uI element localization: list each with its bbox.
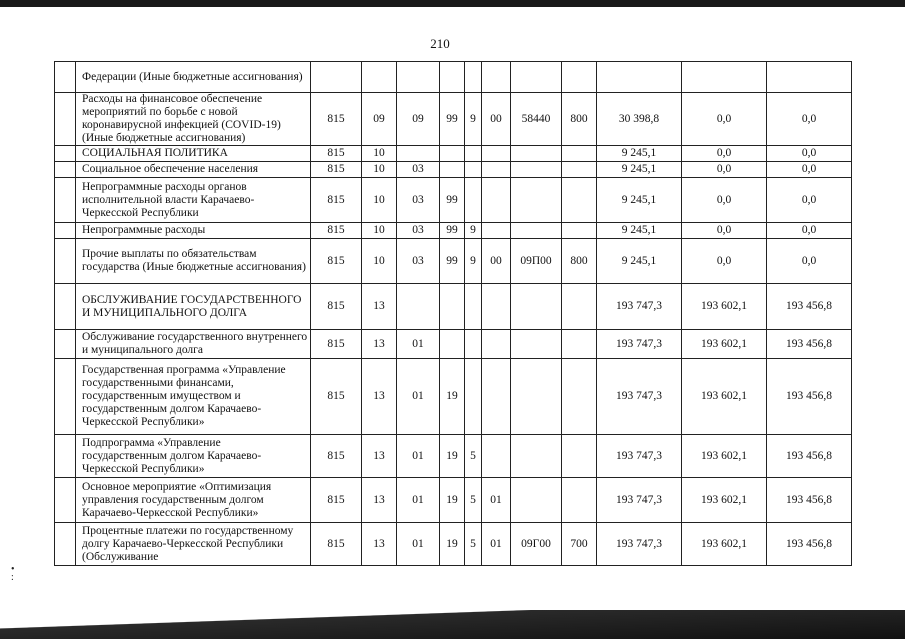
cell-name: Прочие выплаты по обязательствам государства (Иные бюджетные ассигнования) (76, 239, 311, 284)
cell-gr: 815 (311, 162, 362, 178)
cell-name: СОЦИАЛЬНАЯ ПОЛИТИКА (76, 146, 311, 162)
cell-gr: 815 (311, 359, 362, 435)
cell-s3: 193 456,8 (767, 330, 852, 359)
cell-s2: 0,0 (682, 239, 767, 284)
cell-p4: 58440 (511, 93, 562, 146)
cell-p4 (511, 478, 562, 523)
budget-table (54, 61, 852, 566)
cell-p3 (482, 62, 511, 93)
cell-gr: 815 (311, 178, 362, 223)
cell-s2: 193 602,1 (682, 523, 767, 566)
cell-vr (562, 478, 597, 523)
cell-p3 (482, 178, 511, 223)
cell-name: Государственная программа «Управление государственными финансами, государственным имуществом и государственным долгом Карачаево-Черкесской Республики» (76, 359, 311, 435)
cell-s3: 193 456,8 (767, 523, 852, 566)
cell-name: Обслуживание государственного внутреннего и муниципального долга (76, 330, 311, 359)
cell-rz: 09 (362, 93, 397, 146)
cell-pr: 03 (397, 239, 440, 284)
cell-p3: 01 (482, 523, 511, 566)
cell-rz: 13 (362, 478, 397, 523)
cell-gr: 815 (311, 523, 362, 566)
cell-rz: 10 (362, 162, 397, 178)
cell-s2: 193 602,1 (682, 478, 767, 523)
cell-pr: 01 (397, 523, 440, 566)
cell-name: Подпрограмма «Управление государственным долгом Карачаево-Черкесской Республики» (76, 435, 311, 478)
cell-p1: 19 (440, 435, 465, 478)
cell-s1: 9 245,1 (597, 223, 682, 239)
cell-p1 (440, 62, 465, 93)
cell-p2: 9 (465, 223, 482, 239)
cell-s3: 193 456,8 (767, 284, 852, 330)
cell-s2: 0,0 (682, 93, 767, 146)
cell-rz: 10 (362, 239, 397, 284)
cell-p2 (465, 359, 482, 435)
cell-s1: 9 245,1 (597, 162, 682, 178)
cell-rz: 10 (362, 178, 397, 223)
cell-name: Непрограммные расходы (76, 223, 311, 239)
cell-index (55, 330, 76, 359)
cell-gr: 815 (311, 223, 362, 239)
cell-s3: 193 456,8 (767, 435, 852, 478)
table-row (55, 330, 852, 359)
table-row (55, 478, 852, 523)
scan-bottom-edge (0, 610, 905, 639)
cell-s3: 193 456,8 (767, 478, 852, 523)
cell-p4 (511, 62, 562, 93)
cell-gr: 815 (311, 330, 362, 359)
cell-gr: 815 (311, 435, 362, 478)
cell-pr: 09 (397, 93, 440, 146)
cell-p1: 99 (440, 178, 465, 223)
cell-vr: 700 (562, 523, 597, 566)
cell-index (55, 478, 76, 523)
cell-p2: 5 (465, 523, 482, 566)
cell-rz: 13 (362, 359, 397, 435)
cell-s1: 193 747,3 (597, 478, 682, 523)
cell-p3 (482, 223, 511, 239)
cell-s1: 193 747,3 (597, 523, 682, 566)
cell-vr (562, 330, 597, 359)
cell-p1 (440, 284, 465, 330)
cell-vr (562, 435, 597, 478)
cell-p1: 99 (440, 223, 465, 239)
table-row (55, 93, 852, 146)
cell-pr: 03 (397, 162, 440, 178)
cell-index (55, 435, 76, 478)
cell-gr: 815 (311, 239, 362, 284)
cell-p1: 19 (440, 478, 465, 523)
table-row (55, 223, 852, 239)
cell-p3 (482, 435, 511, 478)
cell-rz (362, 62, 397, 93)
cell-p3: 00 (482, 93, 511, 146)
cell-pr: 01 (397, 359, 440, 435)
cell-s3: 0,0 (767, 223, 852, 239)
cell-p3: 00 (482, 239, 511, 284)
cell-p4 (511, 146, 562, 162)
cell-p4 (511, 284, 562, 330)
cell-p2: 5 (465, 435, 482, 478)
cell-index (55, 523, 76, 566)
cell-p2 (465, 146, 482, 162)
cell-index (55, 178, 76, 223)
cell-vr (562, 146, 597, 162)
cell-rz: 13 (362, 523, 397, 566)
cell-gr: 815 (311, 93, 362, 146)
cell-p4 (511, 162, 562, 178)
cell-s1: 9 245,1 (597, 239, 682, 284)
cell-s3: 0,0 (767, 93, 852, 146)
cell-s1: 30 398,8 (597, 93, 682, 146)
cell-p4 (511, 330, 562, 359)
cell-index (55, 359, 76, 435)
margin-mark: • : (11, 564, 15, 583)
table-row (55, 435, 852, 478)
cell-s1 (597, 62, 682, 93)
cell-vr: 800 (562, 93, 597, 146)
cell-index (55, 162, 76, 178)
cell-rz: 13 (362, 330, 397, 359)
cell-index (55, 223, 76, 239)
cell-s1: 193 747,3 (597, 284, 682, 330)
cell-s2: 0,0 (682, 146, 767, 162)
cell-s3: 0,0 (767, 239, 852, 284)
cell-pr (397, 284, 440, 330)
cell-gr: 815 (311, 478, 362, 523)
cell-pr: 03 (397, 178, 440, 223)
cell-rz: 13 (362, 435, 397, 478)
cell-s2: 0,0 (682, 223, 767, 239)
cell-p3 (482, 284, 511, 330)
scan-top-border (0, 0, 905, 7)
table-row (55, 146, 852, 162)
cell-vr (562, 162, 597, 178)
page-number: 210 (430, 36, 450, 51)
cell-p1 (440, 146, 465, 162)
cell-s3: 193 456,8 (767, 359, 852, 435)
cell-rz: 10 (362, 223, 397, 239)
cell-s2: 193 602,1 (682, 284, 767, 330)
cell-p4 (511, 178, 562, 223)
cell-p2 (465, 162, 482, 178)
table-row (55, 178, 852, 223)
cell-p3 (482, 330, 511, 359)
cell-name: Непрограммные расходы органов исполнительной власти Карачаево-Черкесской Республики (76, 178, 311, 223)
cell-s2: 0,0 (682, 178, 767, 223)
cell-p4 (511, 223, 562, 239)
cell-p1: 99 (440, 239, 465, 284)
table-row (55, 284, 852, 330)
cell-p3 (482, 162, 511, 178)
cell-p2 (465, 62, 482, 93)
cell-p4 (511, 359, 562, 435)
cell-p2: 5 (465, 478, 482, 523)
table-row (55, 62, 852, 93)
cell-s1: 193 747,3 (597, 435, 682, 478)
table-row (55, 239, 852, 284)
cell-vr (562, 223, 597, 239)
cell-index (55, 239, 76, 284)
table-row (55, 359, 852, 435)
cell-p2: 9 (465, 93, 482, 146)
cell-gr: 815 (311, 284, 362, 330)
cell-p1: 19 (440, 523, 465, 566)
cell-p1 (440, 330, 465, 359)
cell-rz: 13 (362, 284, 397, 330)
cell-s2: 0,0 (682, 162, 767, 178)
cell-s1: 193 747,3 (597, 330, 682, 359)
cell-gr (311, 62, 362, 93)
cell-p2 (465, 178, 482, 223)
cell-pr (397, 146, 440, 162)
cell-gr: 815 (311, 146, 362, 162)
table-row (55, 162, 852, 178)
cell-vr (562, 178, 597, 223)
cell-name: Процентные платежи по государственному долгу Карачаево-Черкесской Республики (Обслуживание (76, 523, 311, 566)
cell-pr: 01 (397, 435, 440, 478)
cell-p4 (511, 435, 562, 478)
cell-s2: 193 602,1 (682, 359, 767, 435)
cell-s2 (682, 62, 767, 93)
cell-s3: 0,0 (767, 178, 852, 223)
cell-pr (397, 62, 440, 93)
cell-name: Федерации (Иные бюджетные ассигнования) (76, 62, 311, 93)
cell-s3 (767, 62, 852, 93)
cell-p3 (482, 359, 511, 435)
table-row (55, 523, 852, 566)
cell-p3 (482, 146, 511, 162)
cell-name: Основное мероприятие «Оптимизация управления государственным долгом Карачаево-Черкесской Республики» (76, 478, 311, 523)
cell-vr: 800 (562, 239, 597, 284)
cell-rz: 10 (362, 146, 397, 162)
cell-s3: 0,0 (767, 146, 852, 162)
cell-name: Социальное обеспечение населения (76, 162, 311, 178)
cell-name: ОБСЛУЖИВАНИЕ ГОСУДАРСТВЕННОГО И МУНИЦИПАЛЬНОГО ДОЛГА (76, 284, 311, 330)
cell-p1: 99 (440, 93, 465, 146)
cell-p2 (465, 284, 482, 330)
cell-vr (562, 359, 597, 435)
cell-s2: 193 602,1 (682, 435, 767, 478)
cell-vr (562, 62, 597, 93)
cell-p3: 01 (482, 478, 511, 523)
cell-s1: 9 245,1 (597, 178, 682, 223)
cell-s2: 193 602,1 (682, 330, 767, 359)
cell-p2 (465, 330, 482, 359)
cell-pr: 03 (397, 223, 440, 239)
cell-s3: 0,0 (767, 162, 852, 178)
cell-pr: 01 (397, 478, 440, 523)
cell-p1 (440, 162, 465, 178)
cell-s1: 9 245,1 (597, 146, 682, 162)
cell-index (55, 62, 76, 93)
cell-index (55, 146, 76, 162)
cell-p4: 09П00 (511, 239, 562, 284)
cell-index (55, 284, 76, 330)
cell-name: Расходы на финансовое обеспечение мероприятий по борьбе с новой коронавирусной инфекцией (COVID-19) (Иные бюджетные ассигнования) (76, 93, 311, 146)
cell-p1: 19 (440, 359, 465, 435)
cell-s1: 193 747,3 (597, 359, 682, 435)
cell-vr (562, 284, 597, 330)
cell-p4: 09Г00 (511, 523, 562, 566)
cell-index (55, 93, 76, 146)
cell-p2: 9 (465, 239, 482, 284)
cell-pr: 01 (397, 330, 440, 359)
